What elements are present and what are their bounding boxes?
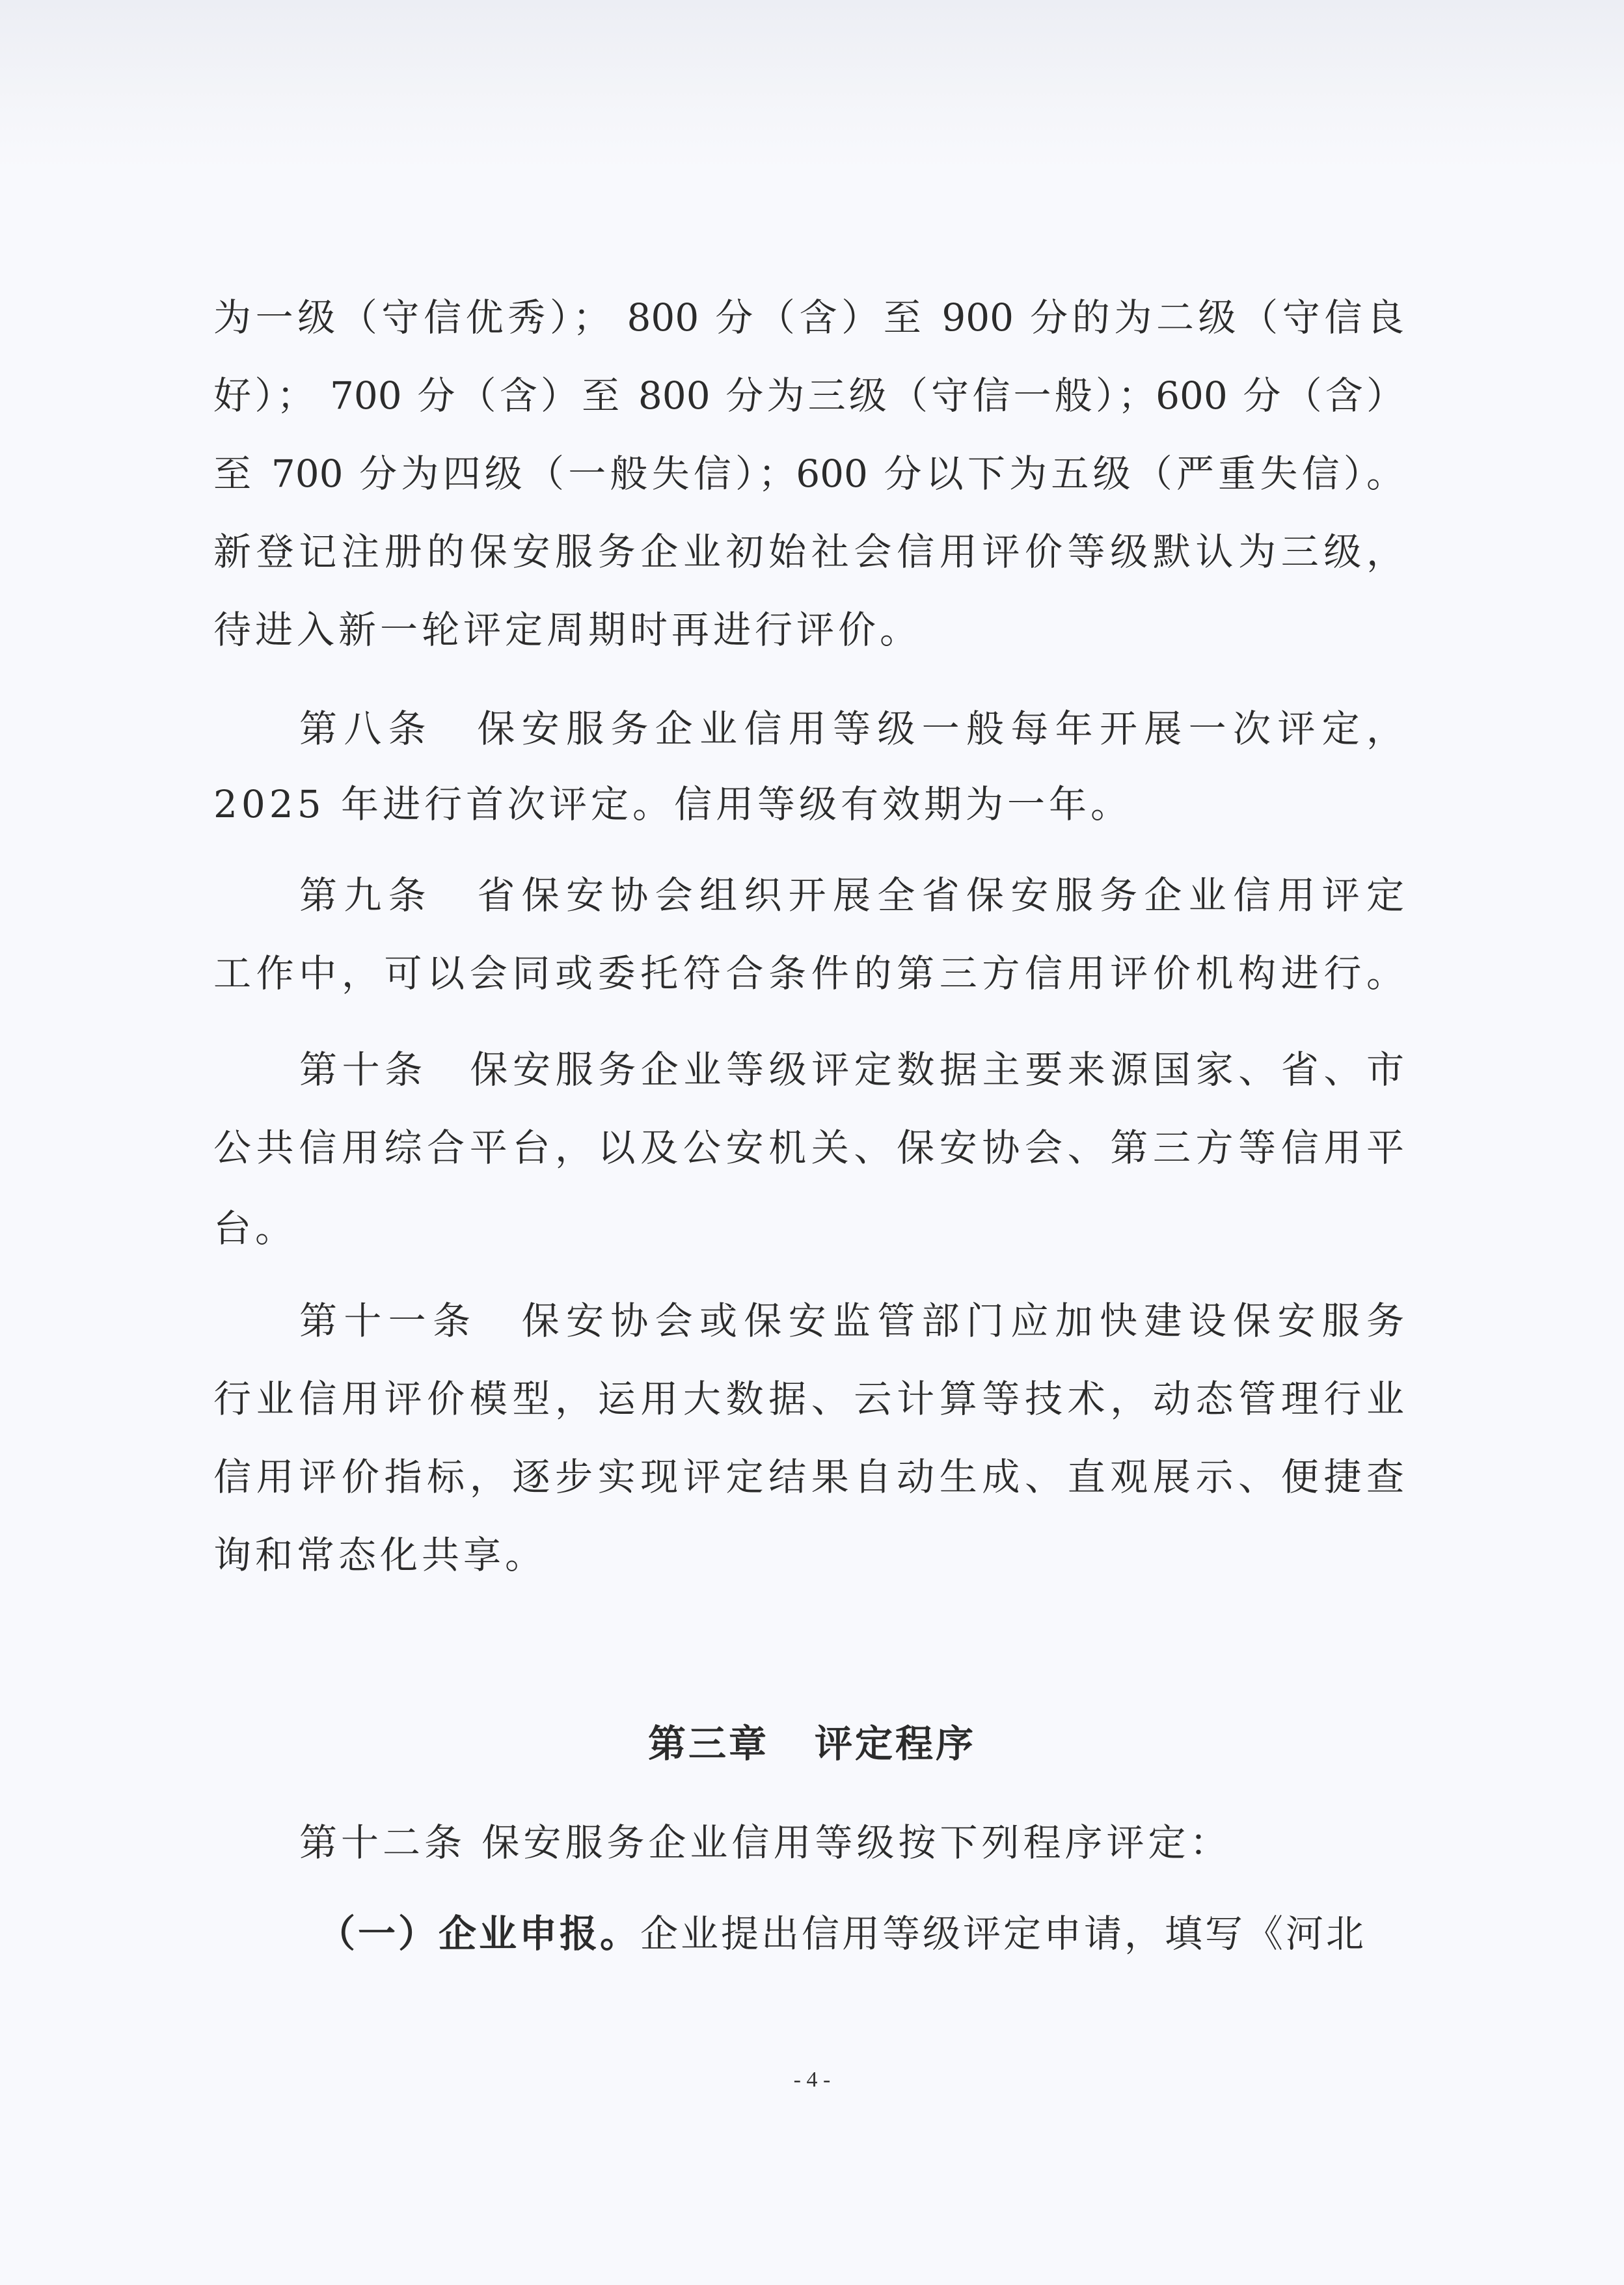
article-8-line-2: 2025 年进行首次评定。信用等级有效期为一年。 (213, 782, 1133, 826)
article-8-line-1: 第八条 保安服务企业信用等级一般每年开展一次评定， (299, 707, 1404, 751)
text-line-3: 至 700 分为四级（一般失信）；600 分以下为五级（严重失信）。 (213, 452, 1404, 496)
chapter-heading (0, 1718, 1624, 1770)
procedure-item-1-title: （一）企业申报。 (318, 1912, 641, 1956)
procedure-item-1 (318, 1908, 1404, 1960)
article-9-line-2: 工作中，可以会同或委托符合条件的第三方信用评价机构进行。 (213, 951, 1404, 995)
text-line-5: 待进入新一轮评定周期时再进行评价。 (213, 608, 922, 652)
text-line-2: 好）； 700 分（含）至 800 分为三级（守信一般）；600 分（含） (213, 373, 1404, 418)
page-number: - 4 - (793, 2068, 831, 2092)
article-11-line-2: 行业信用评价模型，运用大数据、云计算等技术，动态管理行业 (213, 1377, 1404, 1421)
article-9-line-1: 第九条 省保安协会组织开展全省保安服务企业信用评定 (299, 873, 1404, 917)
article-12-line-1: 第十二条 保安服务企业信用等级按下列程序评定： (299, 1820, 1232, 1865)
text-line-4: 新登记注册的保安服务企业初始社会信用评价等级默认为三级， (213, 530, 1404, 574)
article-11-line-3: 信用评价指标，逐步实现评定结果自动生成、直观展示、便捷查 (213, 1455, 1404, 1499)
scan-shading (0, 0, 1624, 169)
article-11-line-4: 询和常态化共享。 (213, 1533, 547, 1577)
article-11-line-1: 第十一条 保安协会或保安监管部门应加快建设保安服务 (299, 1299, 1404, 1343)
article-10-line-3: 台。 (213, 1206, 297, 1251)
procedure-item-1-text: 企业提出信用等级评定申请，填写《河北 (640, 1912, 1367, 1956)
article-10-line-1: 第十条 保安服务企业等级评定数据主要来源国家、省、市 (299, 1048, 1404, 1092)
text-line-1: 为一级（守信优秀）； 800 分（含）至 900 分的为二级（守信良 (213, 295, 1404, 340)
article-10-line-2: 公共信用综合平台，以及公安机关、保安协会、第三方等信用平 (213, 1126, 1404, 1170)
chapter-title: 评定程序 (815, 1722, 977, 1766)
chapter-number: 第三章 (647, 1722, 769, 1766)
